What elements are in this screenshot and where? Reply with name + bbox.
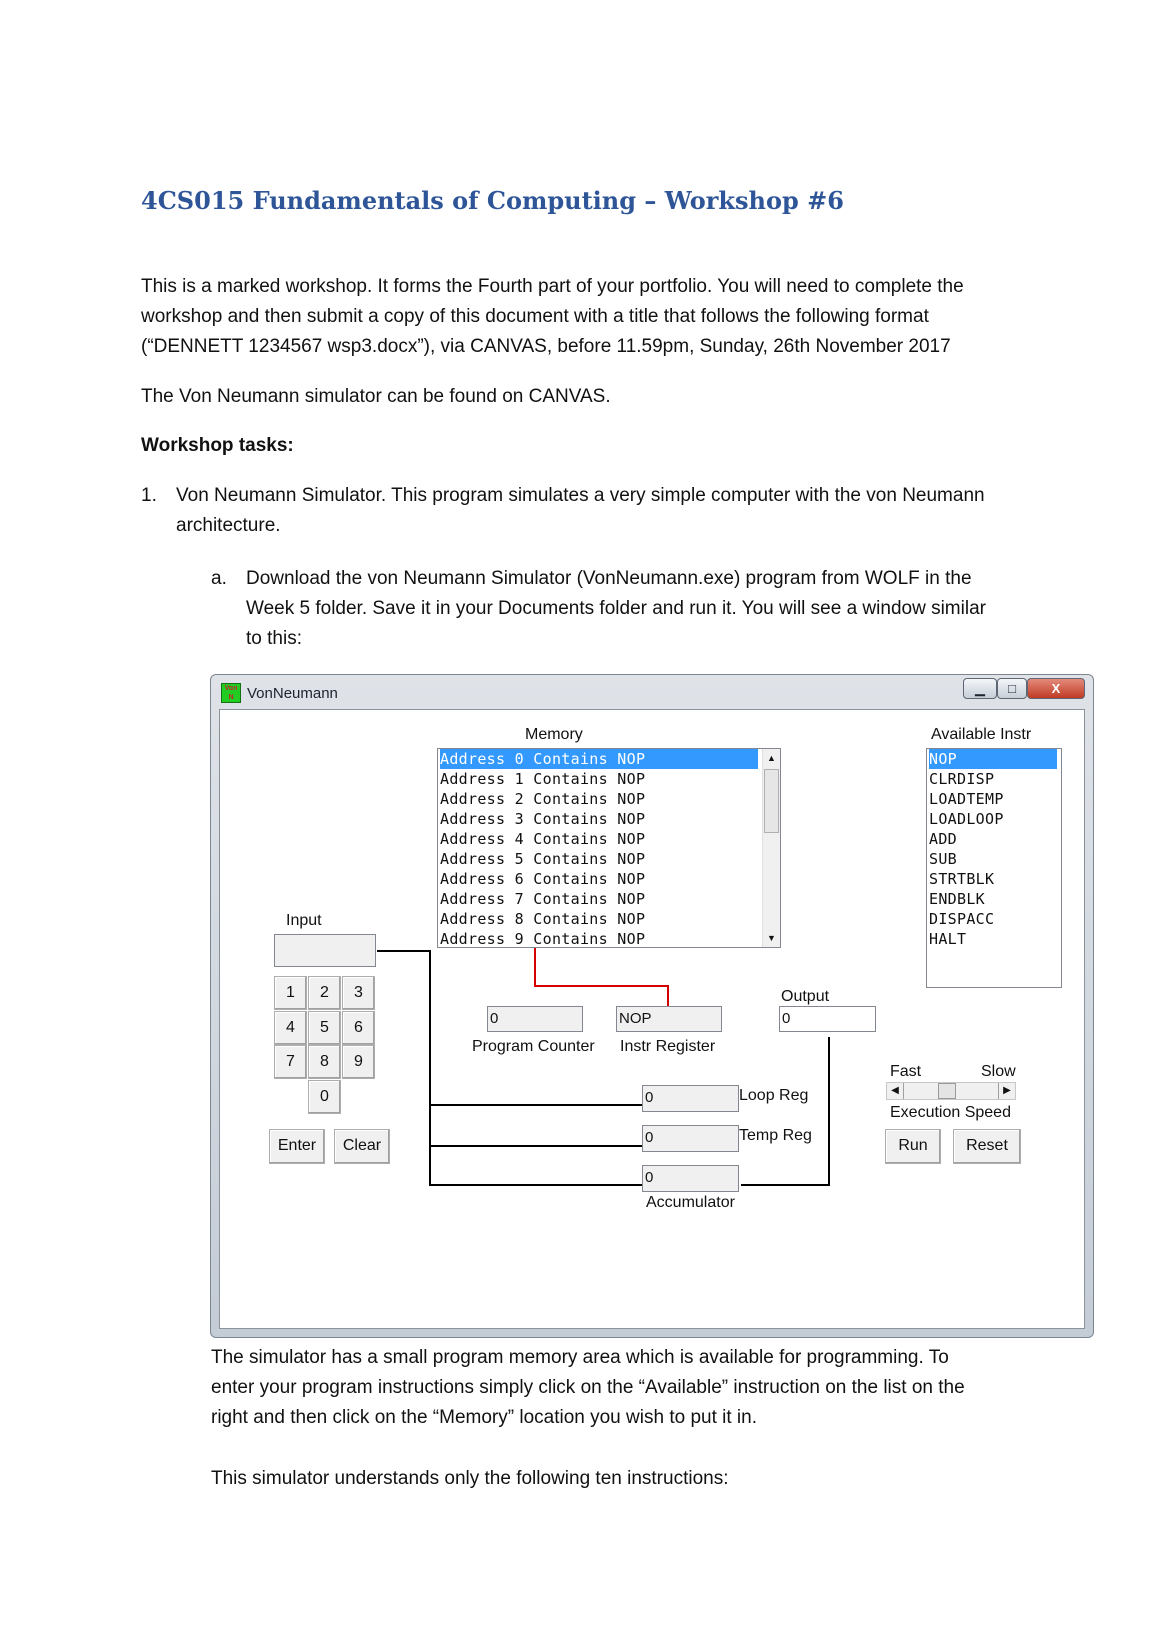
slider-right-arrow-icon[interactable]: ▶ [998,1083,1015,1099]
vonneumann-window [210,674,1094,1338]
task1a-letter: a. [211,568,227,589]
keypad-button-2[interactable]: 2 [308,976,341,1010]
memory-bus-wire [534,948,536,986]
memory-item[interactable]: Address 8 Contains NOP [440,910,646,928]
task1-text [176,481,1046,541]
memory-list[interactable] [437,748,781,948]
clear-button[interactable]: Clear [334,1129,390,1164]
fast-label: Fast [890,1063,922,1080]
ir-drop-wire [667,985,669,1006]
keypad-button-8[interactable]: 8 [308,1045,341,1079]
canvas-note: The Von Neumann simulator can be found on CANVAS. [141,386,611,407]
accumulator-label: Accumulator [646,1194,735,1211]
output-riser-wire [828,1037,830,1186]
temp-reg-wire [429,1145,643,1147]
output-label: Output [781,988,830,1005]
instruction-item[interactable]: DISPACC [929,910,995,928]
task1a-text [246,564,1046,654]
keypad-button-4[interactable]: 4 [274,1011,307,1045]
window-title: VonNeumann [247,685,338,702]
scroll-down-icon[interactable]: ▼ [767,933,776,943]
after-line: enter your program instructions simply click on the “Available” instruction on the list on the [211,1377,965,1398]
task1-number: 1. [141,485,157,506]
maximize-button[interactable]: □ [997,678,1027,699]
instruction-item[interactable]: STRTBLK [929,870,995,888]
memory-item[interactable]: Address 0 Contains NOP [440,749,758,769]
task1a-line: Week 5 folder. Save it in your Documents folder and run it. You will see a window similar [246,598,986,619]
slider-thumb[interactable] [938,1083,956,1099]
execution-speed-label: Execution Speed [890,1104,1011,1121]
keypad-button-3[interactable]: 3 [342,976,375,1010]
instruction-item[interactable]: NOP [929,749,1057,769]
intro-line: This is a marked workshop. It forms the Fourth part of your portfolio. You will need to complete the [141,276,964,297]
instruction-item[interactable]: CLRDISP [929,770,995,788]
keypad-button-9[interactable]: 9 [342,1045,375,1079]
main-bus-wire [429,950,431,1186]
program-counter-label: Program Counter [472,1038,595,1055]
instruction-item[interactable]: ADD [929,830,957,848]
output-bus-wire [741,1184,830,1186]
scroll-thumb[interactable] [764,769,779,833]
input-label: Input [286,912,322,929]
loop-reg-field: 0 [642,1085,739,1112]
keypad-button-0[interactable]: 0 [308,1080,341,1114]
instruction-item[interactable]: HALT [929,930,967,948]
memory-item[interactable]: Address 3 Contains NOP [440,810,646,828]
document-title: 4CS015 Fundamentals of Computing – Workshop #6 [141,186,844,215]
reset-button[interactable]: Reset [953,1129,1021,1164]
close-button[interactable]: X [1027,678,1085,699]
instruction-item[interactable]: SUB [929,850,957,868]
input-bus-wire [377,950,431,952]
slider-left-arrow-icon[interactable]: ◀ [887,1083,904,1099]
instruction-item[interactable]: LOADTEMP [929,790,1004,808]
final-line: This simulator understands only the following ten instructions: [211,1468,729,1489]
memory-item[interactable]: Address 6 Contains NOP [440,870,646,888]
instr-register-field: NOP [616,1006,722,1032]
keypad-button-1[interactable]: 1 [274,976,307,1010]
memory-item[interactable]: Address 7 Contains NOP [440,890,646,908]
memory-item[interactable]: Address 9 Contains NOP [440,930,646,948]
memory-item[interactable]: Address 4 Contains NOP [440,830,646,848]
instr-register-label: Instr Register [620,1038,716,1055]
app-icon-text: Von [224,685,238,692]
memory-label: Memory [525,726,583,743]
task1a-line: Download the von Neumann Simulator (VonNeumann.exe) program from WOLF in the [246,568,972,589]
memory-item[interactable]: Address 5 Contains NOP [440,850,646,868]
scroll-up-icon[interactable]: ▲ [767,753,776,763]
after-line: right and then click on the “Memory” location you wish to put it in. [211,1407,757,1428]
loop-reg-wire [429,1104,643,1106]
task1-line: architecture. [176,515,281,536]
minimize-button[interactable]: ▁ [963,678,997,699]
ir-bus-wire [534,985,669,987]
after-line: The simulator has a small program memory area which is available for programming. To [211,1347,949,1368]
loop-reg-label: Loop Reg [739,1087,809,1104]
task1-line: Von Neumann Simulator. This program simulates a very simple computer with the von Neumann [176,485,985,506]
memory-item[interactable]: Address 1 Contains NOP [440,770,646,788]
memory-scrollbar[interactable] [762,749,781,947]
keypad-button-7[interactable]: 7 [274,1045,307,1079]
instruction-list[interactable] [926,748,1062,988]
accumulator-field: 0 [642,1165,739,1192]
after-paragraph [211,1343,1051,1433]
available-instr-label: Available Instr [931,726,1032,743]
intro-paragraph [141,272,1041,362]
temp-reg-label: Temp Reg [739,1127,812,1144]
keypad-button-6[interactable]: 6 [342,1011,375,1045]
window-client-area [219,709,1085,1329]
instruction-item[interactable]: ENDBLK [929,890,985,908]
instruction-item[interactable]: LOADLOOP [929,810,1004,828]
temp-reg-field: 0 [642,1125,739,1152]
enter-button[interactable]: Enter [269,1129,325,1164]
output-field: 0 [779,1006,876,1032]
app-icon [221,683,241,703]
intro-line: (“DENNETT 1234567 wsp3.docx”), via CANVAS, before 11.59pm, Sunday, 26th November 2017 [141,336,951,357]
accumulator-wire [429,1184,643,1186]
keypad-button-5[interactable]: 5 [308,1011,341,1045]
tasks-heading: Workshop tasks: [141,435,294,456]
memory-item[interactable]: Address 2 Contains NOP [440,790,646,808]
input-field[interactable] [274,934,376,967]
program-counter-field: 0 [487,1006,583,1032]
run-button[interactable]: Run [885,1129,941,1164]
slow-label: Slow [981,1063,1016,1080]
task1a-line: to this: [246,628,302,649]
intro-line: workshop and then submit a copy of this document with a title that follows the following format [141,306,929,327]
app-icon-text: N [228,694,234,701]
speed-slider[interactable] [886,1082,1016,1100]
